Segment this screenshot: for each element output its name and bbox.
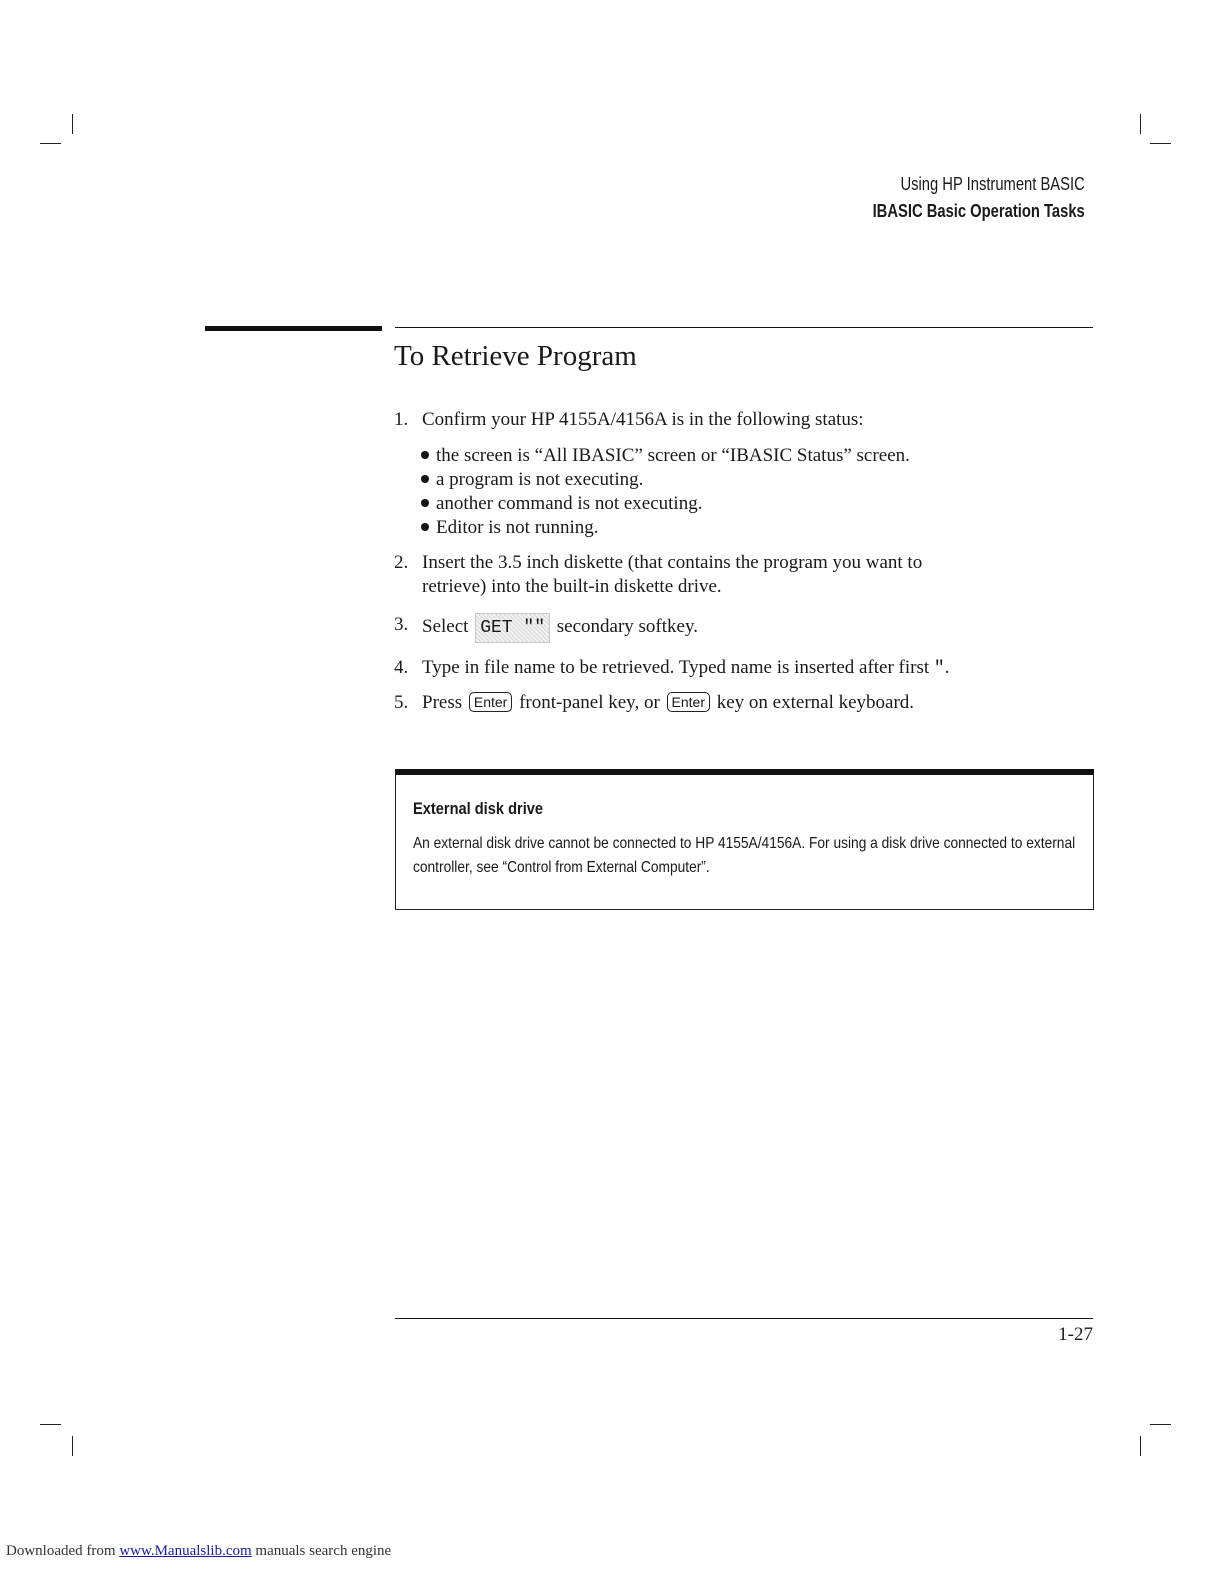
footer-rule bbox=[395, 1318, 1093, 1319]
list-item: Editor is not running. bbox=[421, 516, 910, 540]
crop-mark bbox=[72, 1436, 73, 1456]
note-title: External disk drive bbox=[413, 799, 544, 818]
enter-key-icon: Enter bbox=[469, 692, 512, 712]
bullet-icon bbox=[421, 499, 429, 507]
note-box bbox=[395, 769, 1094, 910]
list-item: the screen is “All IBASIC” screen or “IBASIC Status” screen. bbox=[421, 444, 910, 468]
step-number: 1. bbox=[394, 409, 409, 430]
page-number: 1-27 bbox=[1058, 1324, 1093, 1345]
note-body: An external disk drive cannot be connected to HP 4155A/4156A. For using a disk drive connected to external controller, see “Control from External Computer”. bbox=[413, 835, 1076, 876]
step-number: 2. bbox=[394, 552, 409, 573]
step-number: 4. bbox=[394, 657, 409, 678]
step-text: retrieve) into the built-in diskette drive. bbox=[422, 576, 722, 597]
crop-mark bbox=[40, 1424, 61, 1425]
bullet-icon bbox=[421, 475, 429, 483]
get-softkey: GET "" bbox=[475, 613, 550, 643]
section-rule-thin bbox=[395, 327, 1093, 328]
crop-mark bbox=[1150, 143, 1171, 144]
step-number: 3. bbox=[394, 614, 409, 635]
running-header-section: Using HP Instrument BASIC bbox=[900, 174, 1085, 194]
running-header-subsection: IBASIC Basic Operation Tasks bbox=[872, 201, 1085, 221]
step-text: Insert the 3.5 inch diskette (that contains the program you want to bbox=[422, 552, 923, 573]
crop-mark bbox=[40, 143, 61, 144]
page-title: To Retrieve Program bbox=[394, 340, 637, 372]
crop-mark bbox=[1140, 114, 1141, 134]
bullet-icon bbox=[421, 451, 429, 459]
bullet-icon bbox=[421, 523, 429, 531]
list-item: another command is not executing. bbox=[421, 492, 910, 516]
manualslib-link[interactable]: www.Manualslib.com bbox=[119, 1543, 252, 1559]
crop-mark bbox=[72, 114, 73, 134]
enter-key-icon: Enter bbox=[667, 692, 710, 712]
step-number: 5. bbox=[394, 692, 409, 713]
status-list bbox=[421, 444, 910, 540]
download-notice: Downloaded from www.Manualslib.com manuals search engine bbox=[6, 1543, 392, 1559]
step-text: Type in file name to be retrieved. Typed name is inserted after first ". bbox=[422, 657, 950, 679]
crop-mark bbox=[1140, 1436, 1141, 1456]
crop-mark bbox=[1150, 1424, 1171, 1425]
step-text: Confirm your HP 4155A/4156A is in the following status: bbox=[422, 409, 864, 430]
step-text: Select GET "" secondary softkey. bbox=[422, 613, 698, 643]
section-rule-thick bbox=[205, 326, 382, 331]
step-text: Press Enter front-panel key, or Enter key on external keyboard. bbox=[422, 692, 915, 713]
list-item: a program is not executing. bbox=[421, 468, 910, 492]
